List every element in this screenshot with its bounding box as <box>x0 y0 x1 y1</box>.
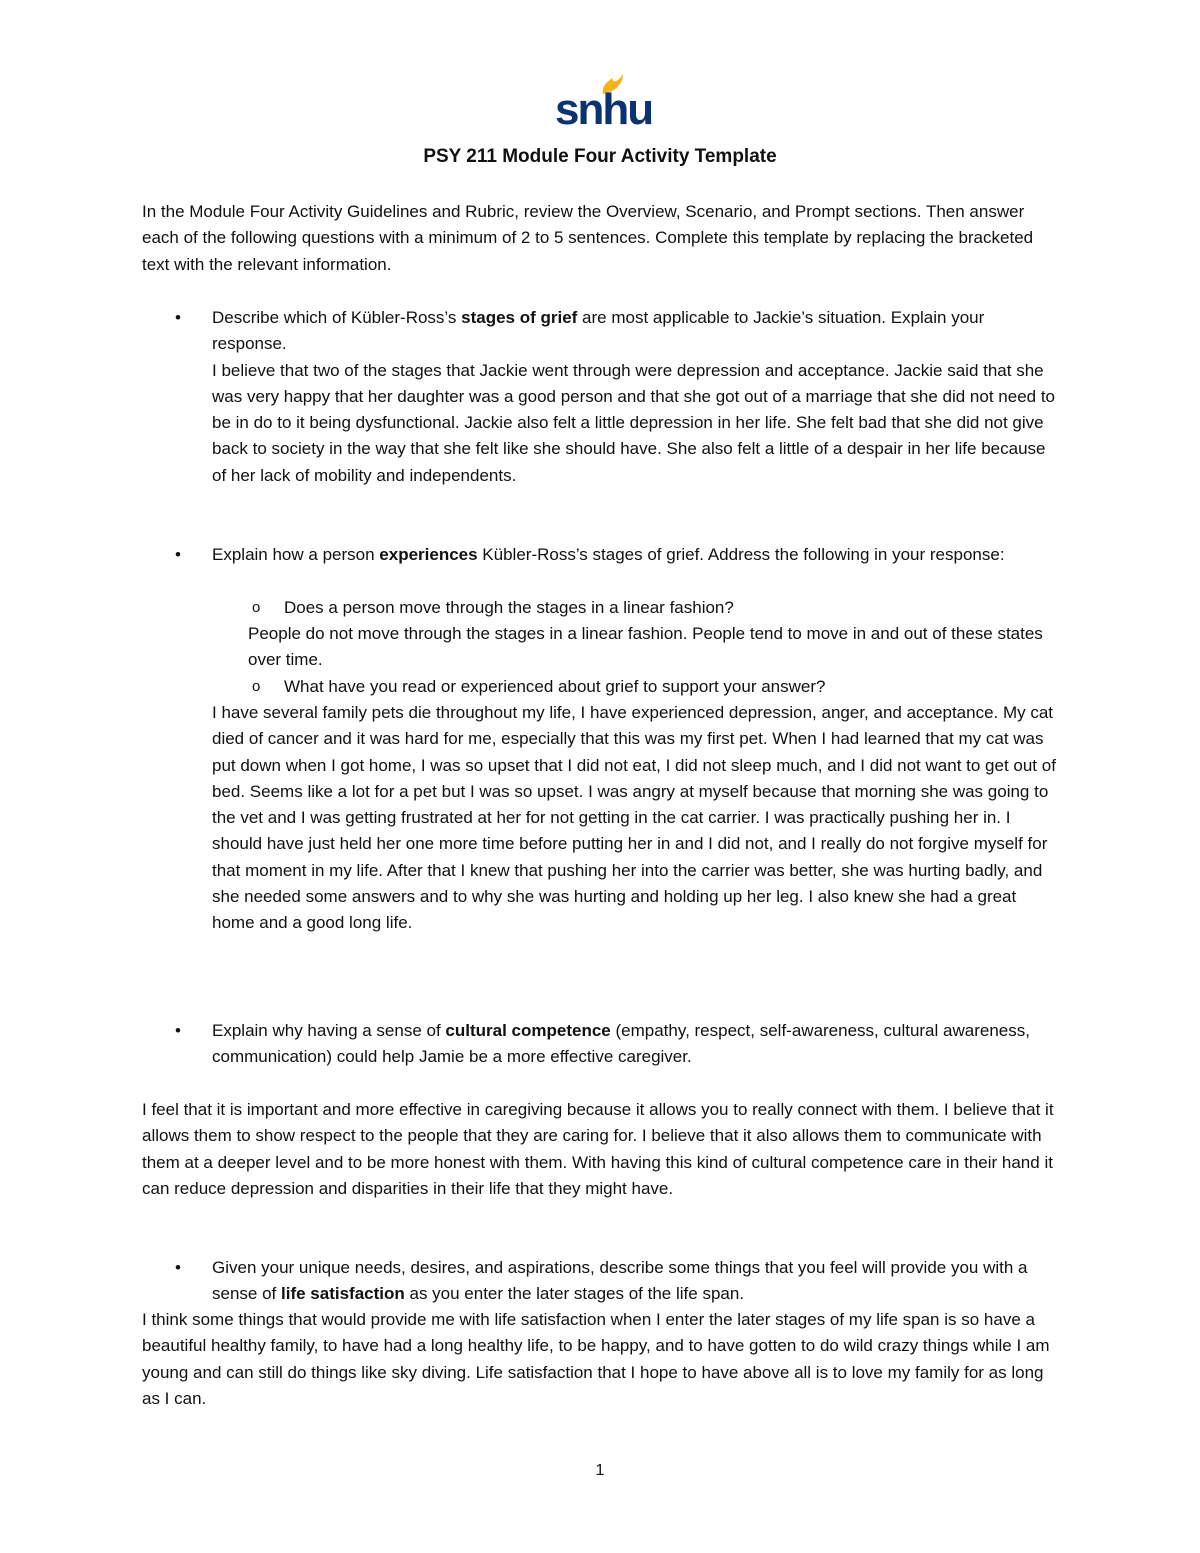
logo-wordmark: snhu <box>555 85 653 134</box>
question-3-prompt: Explain why having a sense of cultural competence (empathy, respect, self-awareness, cultural awareness, communication) could help Jamie be a more effective caregiver. <box>212 1021 1030 1067</box>
sub-bullet-icon: o <box>252 599 261 616</box>
bullet-icon: • <box>175 545 181 564</box>
bullet-icon: • <box>175 1021 181 1040</box>
page-number: 1 <box>595 1462 605 1479</box>
bullet-icon: • <box>175 1258 181 1277</box>
question-1-answer: I believe that two of the stages that Jackie went through were depression and acceptance. Jackie said that she was very happy that her daughter was a good person and that she got out of a marriage that she did not need to be in do to it being dysfunctional. Jackie also felt a little depression in her life. She felt bad that she did not give back to society in the way that she felt like she should have. She also felt a little of a despair in her life because of her lack of mobility and independents. <box>212 360 1056 485</box>
question-4-answer: I think some things that would provide me with life satisfaction when I enter the later stages of my life span is so have a beautiful healthy family, to have had a long healthy life, to be happy, and to have gotten to do wild crazy things while I am young and can still do things like sky diving. Life satisfaction that I hope to have above all is to love my family for as long as I can. <box>142 1310 1050 1408</box>
question-3-answer: I feel that it is important and more effective in caregiving because it allows you to really connect with them. I believe that it allows them to show respect to the people that they are caring for. I believe that it also allows them to communicate with them at a deeper level and to be more honest with them. With having this kind of cultural competence care in their hand it can reduce depression and disparities in their life that they might have. <box>142 1100 1054 1198</box>
snhu-logo <box>555 72 653 134</box>
question-2-answer: I have several family pets die throughout my life, I have experienced depression, anger, and acceptance. My cat died of cancer and it was hard for me, especially that this was my first pet. When I had learned that my cat was put down when I got home, I was so upset that I did not eat, I did not sleep much, and I did not want to get out of bed. Seems like a lot for a pet but I was so upset. I was angry at myself because that morning she was going to the vet and I was getting frustrated at her for not getting in the cat carrier. I was practically pushing her in. I should have just held her one more time before putting her in and I did not, and I really do not forgive myself for that moment in my life. After that I knew that pushing her into the carrier was better, she was hurting badly, and she needed some answers and to why she was hurting and holding up her leg. I also knew she had a great home and a good long life. <box>212 703 1056 933</box>
intro-paragraph: In the Module Four Activity Guidelines and Rubric, review the Overview, Scenario, and Prompt sections. Then answer each of the following questions with a minimum of 2 to 5 sentences. Complete this template by replacing the bracketed text with the relevant information. <box>142 202 1034 274</box>
question-2-sub-1-prompt: Does a person move through the stages in a linear fashion? <box>284 598 734 617</box>
question-1-prompt: Describe which of Kübler-Ross’s stages of grief are most applicable to Jackie’s situation. Explain your response. <box>212 308 985 354</box>
question-2-sub-1-answer: People do not move through the stages in a linear fashion. People tend to move in and out of these states over time. <box>248 624 1043 670</box>
page-title: PSY 211 Module Four Activity Template <box>423 146 777 167</box>
question-2-prompt: Explain how a person experiences Kübler-Ross’s stages of grief. Address the following in your response: <box>212 545 1005 564</box>
bullet-icon: • <box>175 308 181 327</box>
question-4-prompt: Given your unique needs, desires, and aspirations, describe some things that you feel will provide you with a sense of life satisfaction as you enter the later stages of the life span. <box>212 1258 1028 1304</box>
sub-bullet-icon: o <box>252 678 261 695</box>
question-2-sub-2-prompt: What have you read or experienced about grief to support your answer? <box>284 677 826 696</box>
